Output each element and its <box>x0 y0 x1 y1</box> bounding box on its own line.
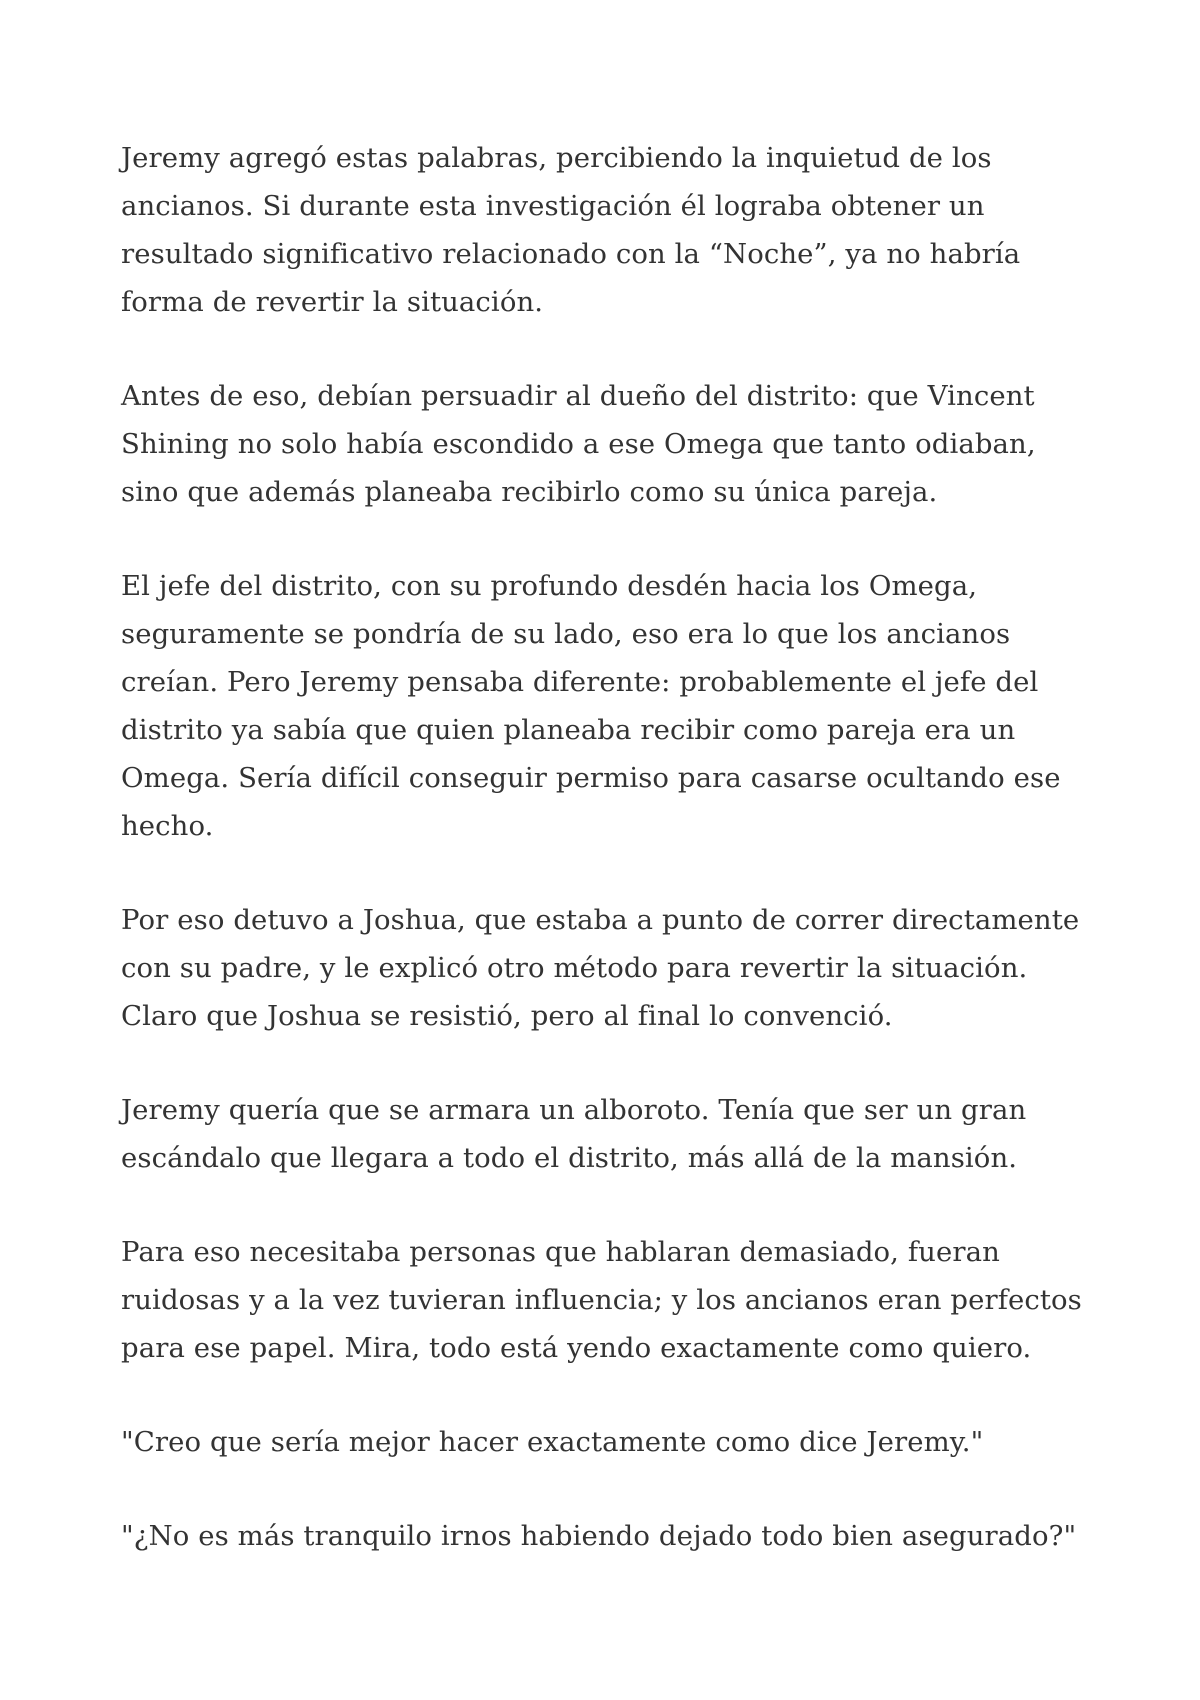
paragraph-2: Antes de eso, debían persuadir al dueño del distrito: que Vincent Shining no solo había escondido a ese Omega que tanto odiaban, sino que además planeaba recibirlo como su única pareja. <box>121 380 1036 508</box>
dialogue-line-2: "¿No es más tranquilo irnos habiendo dejado todo bien asegurado?" <box>121 1520 1077 1552</box>
paragraph-5: Jeremy quería que se armara un alboroto. Tenía que ser un gran escándalo que llegara a todo el distrito, más allá de la mansión. <box>121 1094 1027 1174</box>
dialogue-line-1: "Creo que sería mejor hacer exactamente como dice Jeremy." <box>121 1426 984 1458</box>
paragraph-1: Jeremy agregó estas palabras, percibiendo la inquietud de los ancianos. Si durante esta investigación él lograba obtener un resultado significativo relacionado con la “Noche”, ya no habría forma de revertir la situación. <box>121 142 1021 318</box>
paragraph-4: Por eso detuvo a Joshua, que estaba a punto de correr directamente con su padre, y le explicó otro método para revertir la situación. Claro que Joshua se resistió, pero al final lo convenció. <box>121 904 1080 1032</box>
paragraph-6: Para eso necesitaba personas que hablaran demasiado, fueran ruidosas y a la vez tuvieran influencia; y los ancianos eran perfectos para ese papel. Mira, todo está yendo exactamente como quiero. <box>121 1236 1082 1364</box>
paragraph-3: El jefe del distrito, con su profundo desdén hacia los Omega, seguramente se pondría de su lado, eso era lo que los ancianos creían. Pero Jeremy pensaba diferente: probablemente el jefe del distrito ya sabía que quien planeaba recibir como pareja era un Omega. Sería difícil conseguir permiso para casarse ocultando ese hecho. <box>121 570 1061 842</box>
